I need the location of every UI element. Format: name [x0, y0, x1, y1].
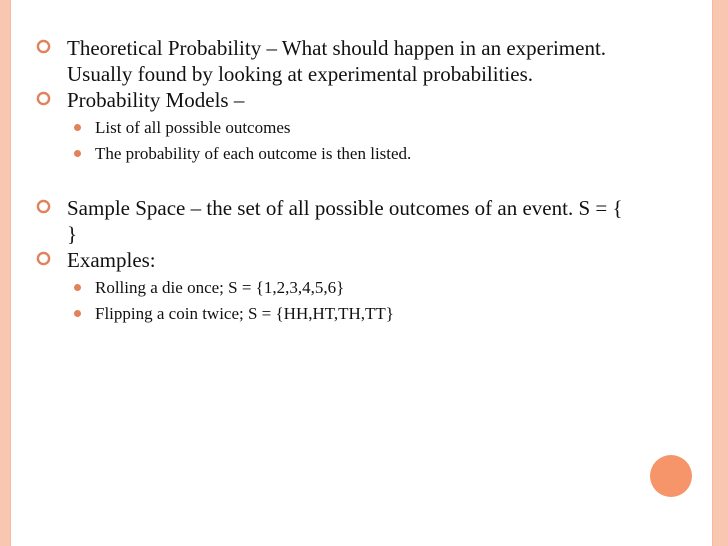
- sub-bullet-dot-icon: [74, 284, 81, 291]
- sub-bullet-text: The probability of each outcome is then listed.: [95, 144, 412, 163]
- sub-bullet-text: Rolling a die once; S = {1,2,3,4,5,6}: [95, 278, 345, 297]
- bullet-probability-models: [36, 87, 636, 113]
- sub-bullet-text: List of all possible outcomes: [95, 118, 291, 137]
- sub-bullet-dot-icon: [74, 310, 81, 317]
- sub-bullet: [36, 275, 636, 301]
- bullet-icon: [36, 251, 51, 266]
- bullet-examples: [36, 247, 636, 273]
- sub-bullet: [36, 115, 636, 141]
- sub-list: [36, 275, 636, 327]
- bullet-theoretical-probability: [36, 35, 636, 87]
- bullet-text: Probability Models –: [67, 88, 245, 112]
- bullet-icon: [36, 199, 51, 214]
- left-frame-line: [10, 0, 11, 546]
- bullet-sample-space: [36, 195, 636, 247]
- right-frame-border: [713, 0, 728, 546]
- sub-list: [36, 115, 636, 167]
- bullet-text: Theoretical Probability – What should happen in an experiment. Usually found by looking at experimental probabilities.: [67, 36, 607, 86]
- sub-bullet: [36, 141, 636, 167]
- right-frame-line: [712, 0, 713, 546]
- decorative-circle: [650, 455, 692, 497]
- sub-bullet: [36, 301, 636, 327]
- bullet-icon: [36, 91, 51, 106]
- left-frame-border: [0, 0, 10, 546]
- sub-bullet-dot-icon: [74, 124, 81, 131]
- slide-content: [36, 35, 636, 327]
- bullet-text: Sample Space – the set of all possible outcomes of an event. S = { }: [67, 196, 623, 246]
- bullet-text: Examples:: [67, 248, 156, 272]
- sub-bullet-dot-icon: [74, 150, 81, 157]
- sub-bullet-text: Flipping a coin twice; S = {HH,HT,TH,TT}: [95, 304, 394, 323]
- bullet-icon: [36, 39, 51, 54]
